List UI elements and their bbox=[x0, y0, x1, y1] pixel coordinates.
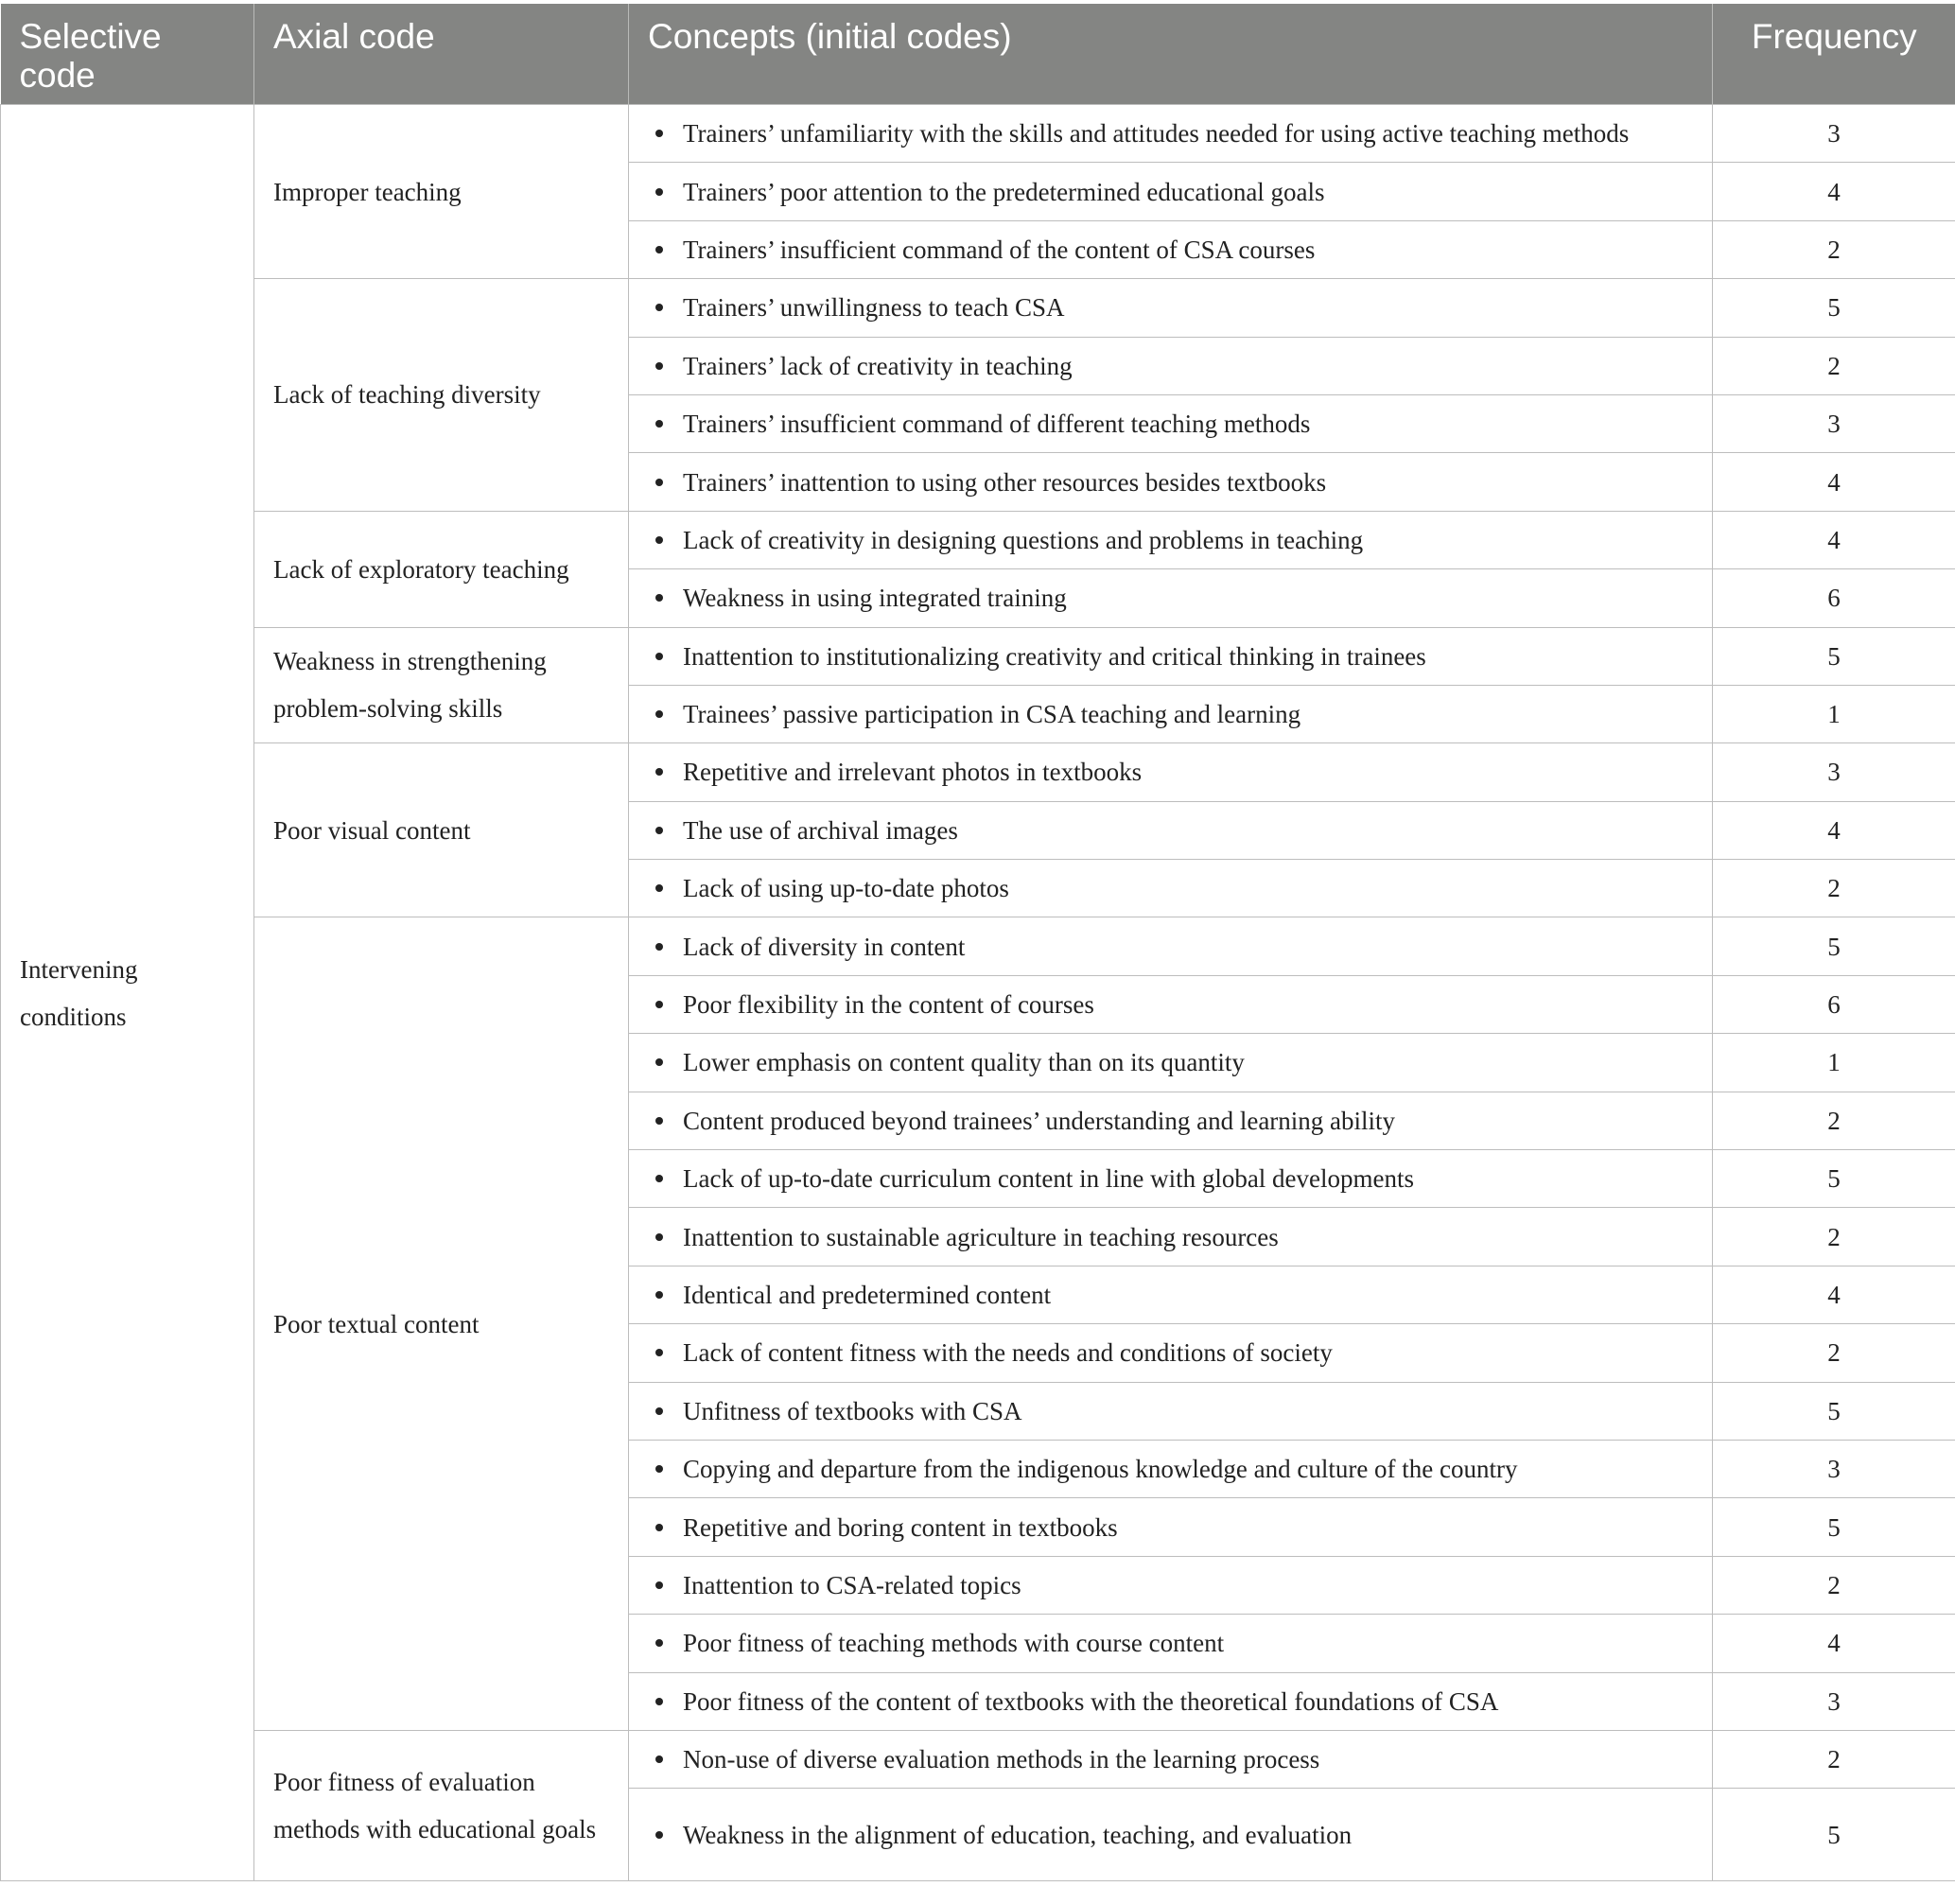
table-row bbox=[1, 1730, 1955, 1788]
frequency-cell: 6 bbox=[1713, 975, 1955, 1033]
header-frequency: Frequency bbox=[1713, 4, 1955, 105]
concept-text: Inattention to sustainable agriculture in teaching resources bbox=[683, 1222, 1279, 1251]
frequency-cell: 5 bbox=[1713, 627, 1955, 685]
concept-cell bbox=[629, 1615, 1713, 1672]
concept-cell bbox=[629, 220, 1713, 278]
bullet-icon bbox=[655, 1698, 663, 1705]
bullet-icon bbox=[655, 536, 663, 544]
bullet-icon bbox=[655, 653, 663, 660]
concept-text: Poor fitness of teaching methods with course content bbox=[683, 1629, 1225, 1658]
frequency-cell: 2 bbox=[1713, 1092, 1955, 1149]
bullet-icon bbox=[655, 1756, 663, 1763]
frequency-cell: 2 bbox=[1713, 1730, 1955, 1788]
concept-cell bbox=[629, 1730, 1713, 1788]
bullet-icon bbox=[655, 1117, 663, 1125]
frequency-cell: 2 bbox=[1713, 1556, 1955, 1614]
frequency-cell: 3 bbox=[1713, 105, 1955, 163]
bullet-icon bbox=[655, 1175, 663, 1182]
frequency-cell: 1 bbox=[1713, 1034, 1955, 1092]
concept-text: Inattention to CSA-related topics bbox=[683, 1570, 1021, 1599]
concept-text: Non-use of diverse evaluation methods in the learning process bbox=[683, 1745, 1320, 1774]
table-row bbox=[1, 917, 1955, 975]
concept-cell bbox=[629, 105, 1713, 163]
frequency-cell: 5 bbox=[1713, 1498, 1955, 1556]
bullet-icon bbox=[655, 1058, 663, 1066]
header-row bbox=[1, 4, 1955, 105]
concept-text: Poor flexibility in the content of courses bbox=[683, 990, 1094, 1020]
table-row bbox=[1, 511, 1955, 568]
frequency-cell: 3 bbox=[1713, 743, 1955, 801]
frequency-cell: 2 bbox=[1713, 860, 1955, 917]
concept-text: Repetitive and irrelevant photos in textbooks bbox=[683, 758, 1143, 787]
bullet-icon bbox=[655, 710, 663, 718]
concept-cell bbox=[629, 279, 1713, 337]
bullet-icon bbox=[655, 594, 663, 602]
concept-cell bbox=[629, 743, 1713, 801]
concept-text: Lack of up-to-date curriculum content in line with global developments bbox=[683, 1164, 1415, 1194]
table-row bbox=[1, 105, 1955, 163]
concept-text: Trainers’ lack of creativity in teaching bbox=[683, 351, 1073, 380]
concept-text: Inattention to institutionalizing creativity and critical thinking in trainees bbox=[683, 641, 1426, 671]
bullet-icon bbox=[655, 1639, 663, 1647]
bullet-icon bbox=[655, 768, 663, 776]
axial-code-cell: Lack of exploratory teaching bbox=[254, 511, 629, 627]
concept-text: Weakness in using integrated training bbox=[683, 584, 1067, 613]
header-concepts: Concepts (initial codes) bbox=[629, 4, 1713, 105]
frequency-cell: 2 bbox=[1713, 1208, 1955, 1266]
concept-cell bbox=[629, 1498, 1713, 1556]
concept-cell bbox=[629, 1324, 1713, 1382]
concept-text: Trainers’ poor attention to the predetermined educational goals bbox=[683, 177, 1325, 206]
frequency-cell: 2 bbox=[1713, 337, 1955, 394]
axial-code-cell: Poor visual content bbox=[254, 743, 629, 917]
concept-cell bbox=[629, 975, 1713, 1033]
frequency-cell: 1 bbox=[1713, 685, 1955, 742]
concept-cell bbox=[629, 1440, 1713, 1497]
bullet-icon bbox=[655, 420, 663, 428]
concept-cell bbox=[629, 453, 1713, 511]
concept-text: Poor fitness of the content of textbooks with the theoretical foundations of CSA bbox=[683, 1686, 1499, 1716]
coding-table bbox=[0, 4, 1955, 1881]
concept-cell bbox=[629, 569, 1713, 627]
bullet-icon bbox=[655, 884, 663, 892]
concept-cell bbox=[629, 1789, 1713, 1881]
concept-text: Weakness in the alignment of education, teaching, and evaluation bbox=[683, 1820, 1353, 1849]
concept-cell bbox=[629, 1556, 1713, 1614]
axial-code-cell: Poor textual content bbox=[254, 917, 629, 1730]
concept-text: Repetitive and boring content in textbooks bbox=[683, 1512, 1118, 1542]
bullet-icon bbox=[655, 1233, 663, 1241]
table-header bbox=[1, 4, 1955, 105]
concept-cell bbox=[629, 627, 1713, 685]
concept-text: Lack of using up-to-date photos bbox=[683, 874, 1009, 903]
bullet-icon bbox=[655, 1291, 663, 1299]
frequency-cell: 5 bbox=[1713, 279, 1955, 337]
concept-cell bbox=[629, 1092, 1713, 1149]
concept-text: Trainers’ inattention to using other resources besides textbooks bbox=[683, 467, 1327, 497]
bullet-icon bbox=[655, 188, 663, 196]
concept-cell bbox=[629, 163, 1713, 220]
bullet-icon bbox=[655, 1001, 663, 1008]
frequency-cell: 4 bbox=[1713, 801, 1955, 859]
concept-text: Lower emphasis on content quality than on its quantity bbox=[683, 1048, 1245, 1077]
concept-text: Trainers’ insufficient command of the content of CSA courses bbox=[683, 235, 1316, 264]
bullet-icon bbox=[655, 304, 663, 311]
axial-code-cell: Weakness in strengthening problem-solving skills bbox=[254, 627, 629, 743]
concept-text: Trainers’ insufficient command of different teaching methods bbox=[683, 410, 1311, 439]
bullet-icon bbox=[655, 362, 663, 370]
table-row bbox=[1, 627, 1955, 685]
concept-cell bbox=[629, 511, 1713, 568]
frequency-cell: 4 bbox=[1713, 163, 1955, 220]
concept-text: Lack of content fitness with the needs and conditions of society bbox=[683, 1338, 1333, 1368]
table-row bbox=[1, 279, 1955, 337]
header-selective-code: Selective code bbox=[1, 4, 254, 105]
concept-text: Trainees’ passive participation in CSA teaching and learning bbox=[683, 700, 1301, 729]
concept-cell bbox=[629, 860, 1713, 917]
concept-cell bbox=[629, 1034, 1713, 1092]
frequency-cell: 3 bbox=[1713, 1440, 1955, 1497]
table-body bbox=[1, 105, 1955, 1881]
frequency-cell: 5 bbox=[1713, 917, 1955, 975]
concept-text: Lack of creativity in designing questions and problems in teaching bbox=[683, 525, 1364, 554]
bullet-icon bbox=[655, 479, 663, 486]
concept-cell bbox=[629, 1266, 1713, 1323]
axial-code-cell: Improper teaching bbox=[254, 105, 629, 279]
frequency-cell: 2 bbox=[1713, 1324, 1955, 1382]
concept-text: Copying and departure from the indigenous knowledge and culture of the country bbox=[683, 1455, 1518, 1484]
bullet-icon bbox=[655, 943, 663, 951]
bullet-icon bbox=[655, 130, 663, 137]
concept-cell bbox=[629, 685, 1713, 742]
axial-code-cell: Lack of teaching diversity bbox=[254, 279, 629, 512]
frequency-cell: 6 bbox=[1713, 569, 1955, 627]
table-row bbox=[1, 743, 1955, 801]
concept-cell bbox=[629, 1208, 1713, 1266]
concept-text: Lack of diversity in content bbox=[683, 932, 966, 961]
header-axial-code: Axial code bbox=[254, 4, 629, 105]
bullet-icon bbox=[655, 827, 663, 834]
frequency-cell: 4 bbox=[1713, 453, 1955, 511]
concept-cell bbox=[629, 394, 1713, 452]
frequency-cell: 4 bbox=[1713, 1615, 1955, 1672]
frequency-cell: 3 bbox=[1713, 1672, 1955, 1730]
concept-cell bbox=[629, 1672, 1713, 1730]
concept-text: Identical and predetermined content bbox=[683, 1281, 1052, 1309]
frequency-cell: 5 bbox=[1713, 1150, 1955, 1208]
frequency-cell: 4 bbox=[1713, 1266, 1955, 1323]
bullet-icon bbox=[655, 1524, 663, 1531]
bullet-icon bbox=[655, 1349, 663, 1356]
concept-cell bbox=[629, 1150, 1713, 1208]
concept-cell bbox=[629, 337, 1713, 394]
bullet-icon bbox=[655, 1831, 663, 1839]
frequency-cell: 4 bbox=[1713, 511, 1955, 568]
bullet-icon bbox=[655, 1465, 663, 1473]
concept-text: Trainers’ unwillingness to teach CSA bbox=[683, 293, 1065, 323]
frequency-cell: 5 bbox=[1713, 1382, 1955, 1440]
concept-cell bbox=[629, 917, 1713, 975]
bullet-icon bbox=[655, 1407, 663, 1415]
concept-text: Unfitness of textbooks with CSA bbox=[683, 1396, 1022, 1425]
frequency-cell: 2 bbox=[1713, 220, 1955, 278]
axial-code-cell: Poor fitness of evaluation methods with educational goals bbox=[254, 1730, 629, 1880]
concept-text: The use of archival images bbox=[683, 815, 958, 845]
bullet-icon bbox=[655, 246, 663, 253]
concept-cell bbox=[629, 1382, 1713, 1440]
concept-text: Trainers’ unfamiliarity with the skills and attitudes needed for using active teaching methods bbox=[683, 119, 1630, 148]
bullet-icon bbox=[655, 1581, 663, 1589]
frequency-cell: 3 bbox=[1713, 394, 1955, 452]
selective-code-cell: Intervening conditions bbox=[1, 105, 254, 1881]
concept-cell bbox=[629, 801, 1713, 859]
concept-text: Content produced beyond trainees’ understanding and learning ability bbox=[683, 1106, 1396, 1135]
frequency-cell: 5 bbox=[1713, 1789, 1955, 1881]
